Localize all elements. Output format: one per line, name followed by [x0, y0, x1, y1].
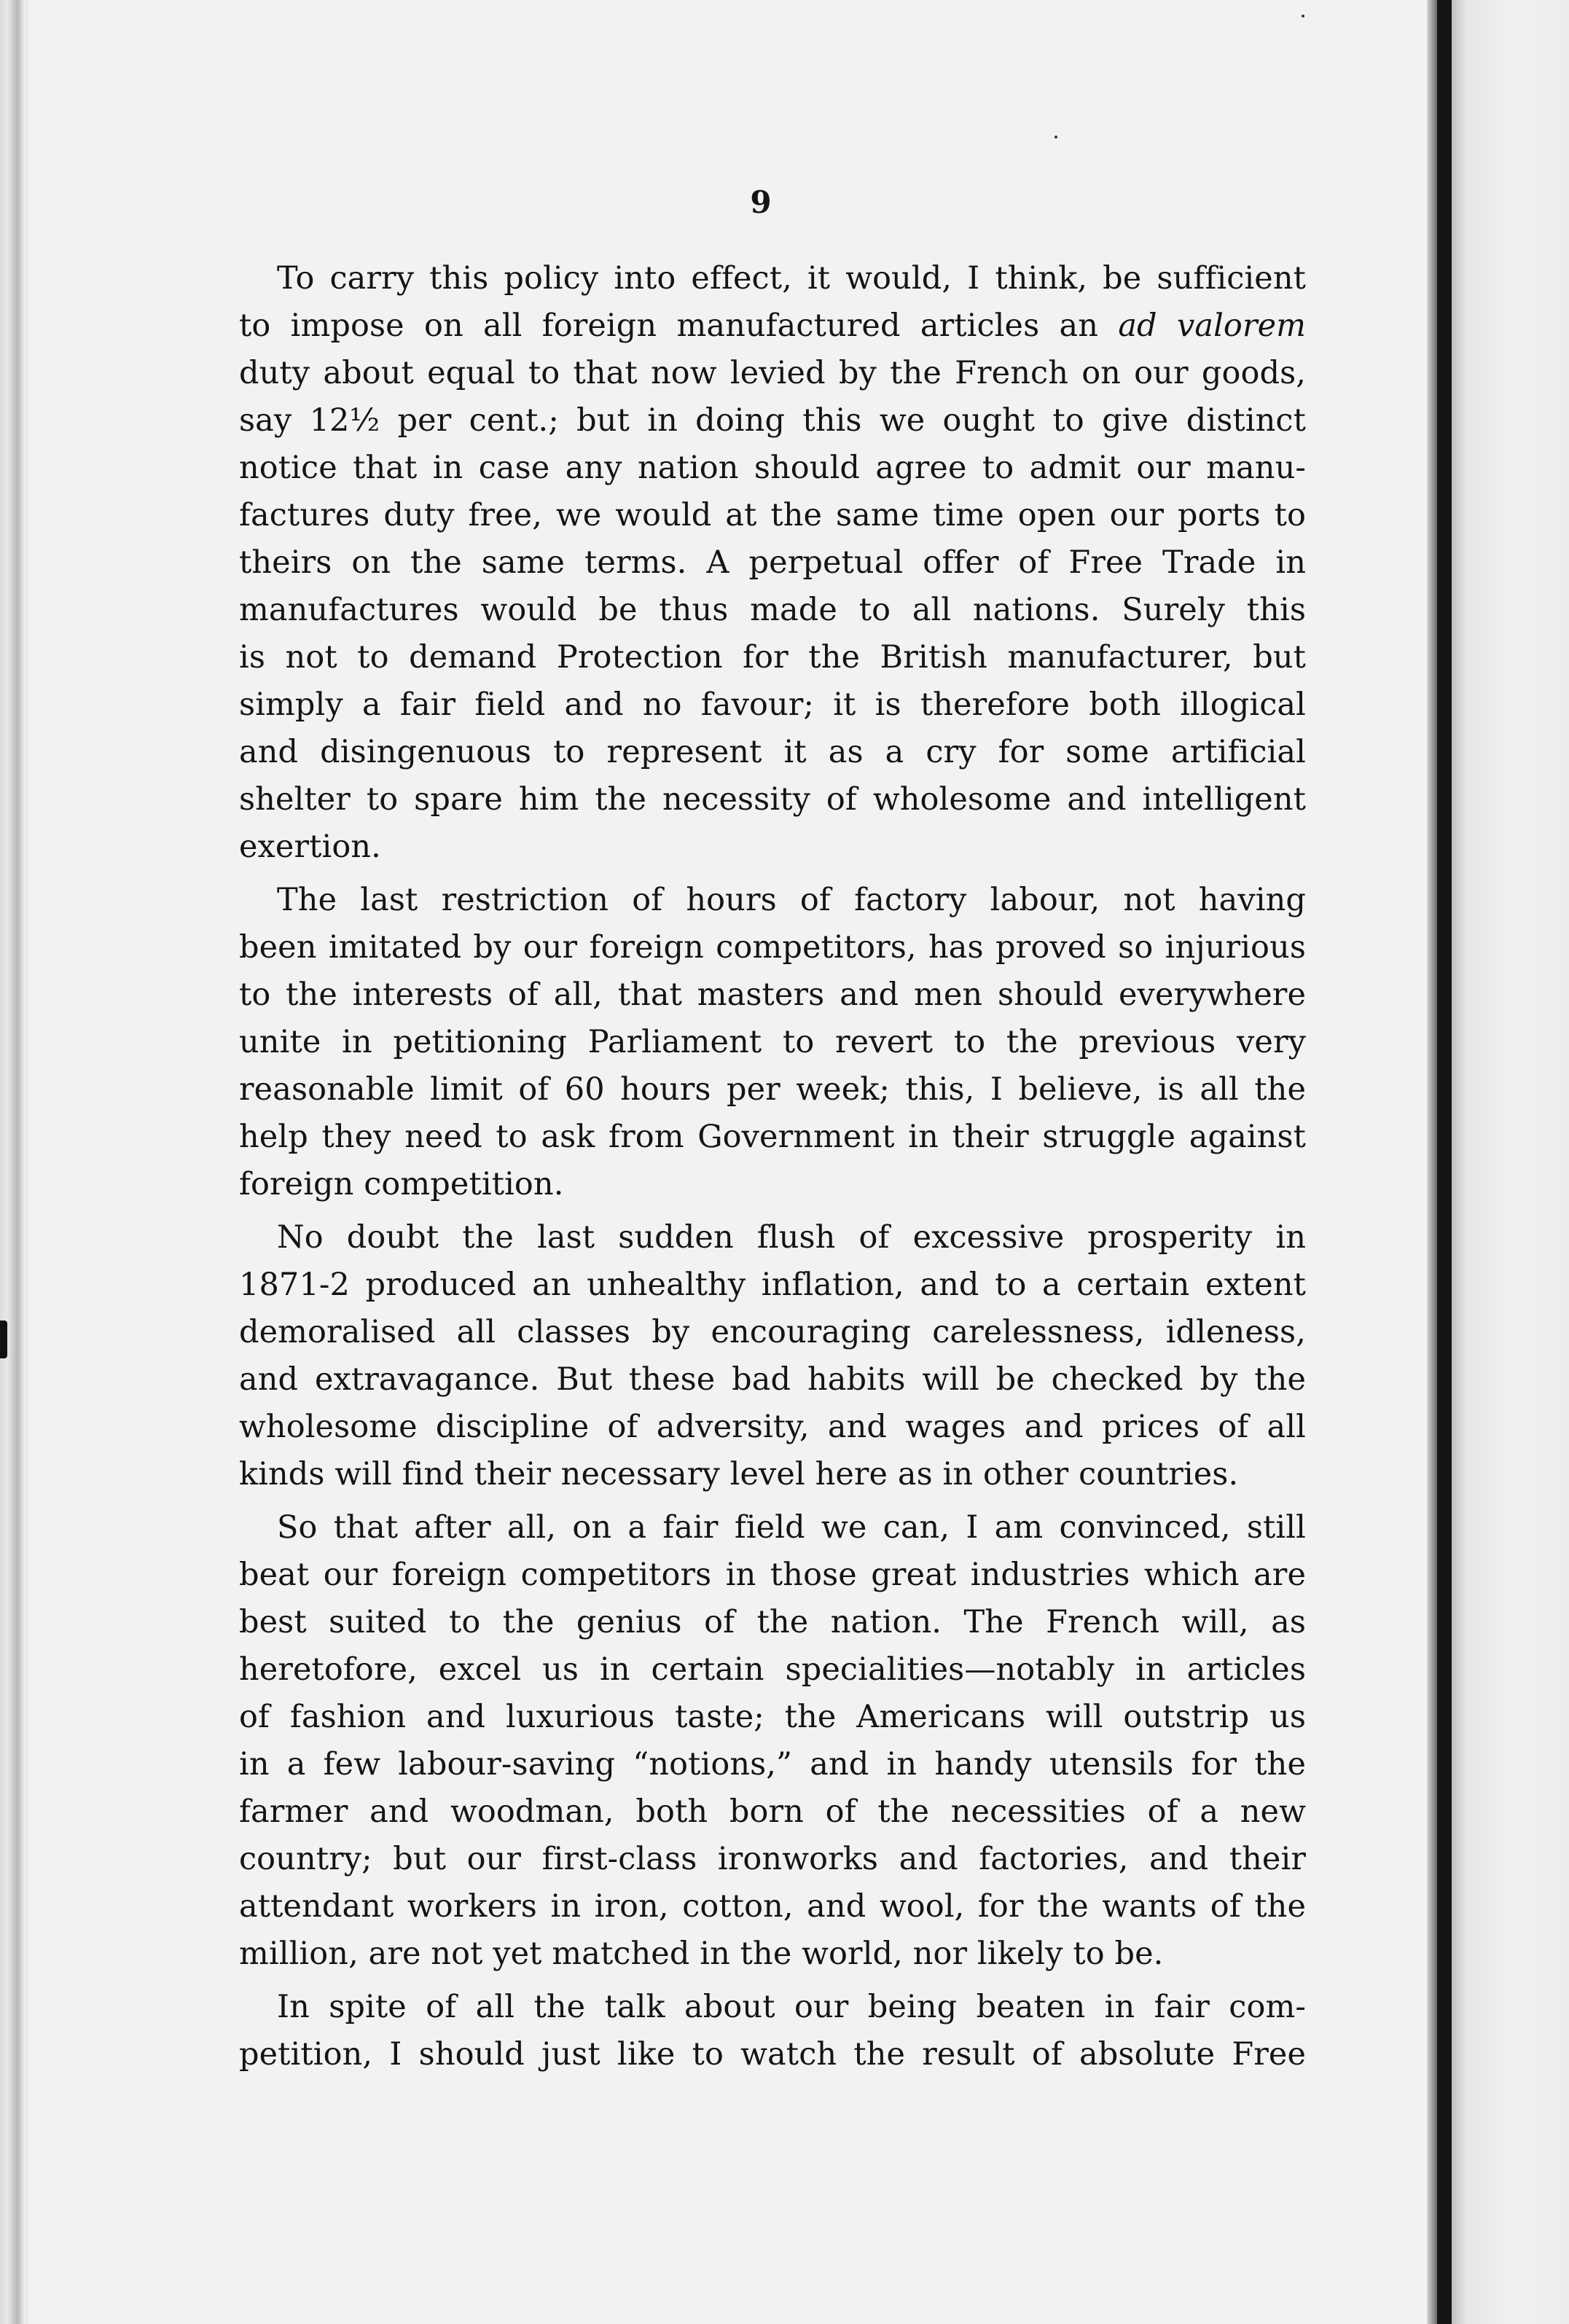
text-line: and disingenuous to represent it as a cry for some artificial	[239, 734, 1306, 770]
book-spine	[1437, 0, 1452, 2324]
text-line: is not to demand Protection for the British manufacturer, but	[239, 639, 1306, 676]
text-line: notice that in case any nation should agree to admit our manu-	[239, 450, 1306, 486]
text-line: demoralised all classes by encouraging carelessness, idleness,	[239, 1314, 1306, 1350]
text-line: reasonable limit of 60 hours per week; this, I believe, is all the	[239, 1071, 1306, 1108]
paragraph	[239, 1504, 1306, 1978]
text-line: say 12½ per cent.; but in doing this we ought to give distinct	[239, 402, 1306, 439]
text-line: and extravagance. But these bad habits will be checked by the	[239, 1361, 1306, 1398]
text-line: factures duty free, we would at the same time open our ports to	[239, 497, 1306, 533]
text-line: wholesome discipline of adversity, and wages and prices of all	[239, 1409, 1306, 1445]
text-line: to impose on all foreign manufactured articles an ad valorem	[239, 308, 1306, 344]
paragraph	[239, 877, 1306, 1208]
text-line: duty about equal to that now levied by the French on our goods,	[239, 355, 1306, 391]
page-number: 9	[750, 184, 772, 220]
text-line: So that after all, on a fair field we can, I am convinced, still	[277, 1509, 1306, 1546]
text-line: No doubt the last sudden flush of excessive prosperity in	[277, 1219, 1306, 1256]
scan-edge-mark	[0, 1321, 7, 1358]
text-line: In spite of all the talk about our being beaten in fair com-	[277, 1989, 1306, 2025]
paper-speck	[1302, 15, 1304, 17]
paragraph	[239, 1984, 1306, 2078]
text-line: heretofore, excel us in certain specialities—notably in articles	[239, 1651, 1306, 1688]
text-line: in a few labour-saving “notions,” and in handy utensils for the	[239, 1746, 1306, 1783]
text-line: best suited to the genius of the nation. The French will, as	[239, 1604, 1306, 1640]
paragraph	[239, 255, 1306, 871]
text-line: manufactures would be thus made to all nations. Surely this	[239, 592, 1306, 628]
text-line: of fashion and luxurious taste; the Americans will outstrip us	[239, 1699, 1306, 1735]
text-line: million, are not yet matched in the world, nor likely to be.	[239, 1936, 1164, 1972]
text-line: kinds will find their necessary level here as in other countries.	[239, 1456, 1239, 1492]
text-line: theirs on the same terms. A perpetual offer of Free Trade in	[239, 544, 1306, 581]
scan-right-margin	[1452, 0, 1569, 2324]
body-text	[239, 255, 1306, 2078]
text-line: to the interests of all, that masters and men should everywhere	[239, 977, 1306, 1013]
text-line: To carry this policy into effect, it would, I think, be sufficient	[277, 260, 1306, 297]
text-line: 1871-2 produced an unhealthy inflation, and to a certain extent	[239, 1267, 1306, 1303]
text-line: shelter to spare him the necessity of wholesome and intelligent	[239, 781, 1306, 818]
text-line: petition, I should just like to watch the result of absolute Free	[239, 2036, 1306, 2073]
text-line: simply a fair field and no favour; it is therefore both illogical	[239, 686, 1306, 723]
text-line: beat our foreign competitors in those great industries which are	[239, 1557, 1306, 1593]
text-line: foreign competition.	[239, 1166, 564, 1202]
text-line: help they need to ask from Government in their struggle against	[239, 1119, 1306, 1155]
text-line: unite in petitioning Parliament to revert to the previous very	[239, 1024, 1306, 1060]
text-line: exertion.	[239, 829, 381, 865]
scan-left-border	[0, 0, 28, 2324]
text-line: The last restriction of hours of factory labour, not having	[277, 882, 1306, 918]
text-line: attendant workers in iron, cotton, and wool, for the wants of the	[239, 1888, 1306, 1925]
text-line: farmer and woodman, both born of the necessities of a new	[239, 1793, 1306, 1830]
text-line: country; but our first-class ironworks and factories, and their	[239, 1841, 1306, 1877]
text-line: been imitated by our foreign competitors, has proved so injurious	[239, 929, 1306, 966]
paragraph	[239, 1214, 1306, 1498]
paper-speck	[1055, 136, 1057, 138]
